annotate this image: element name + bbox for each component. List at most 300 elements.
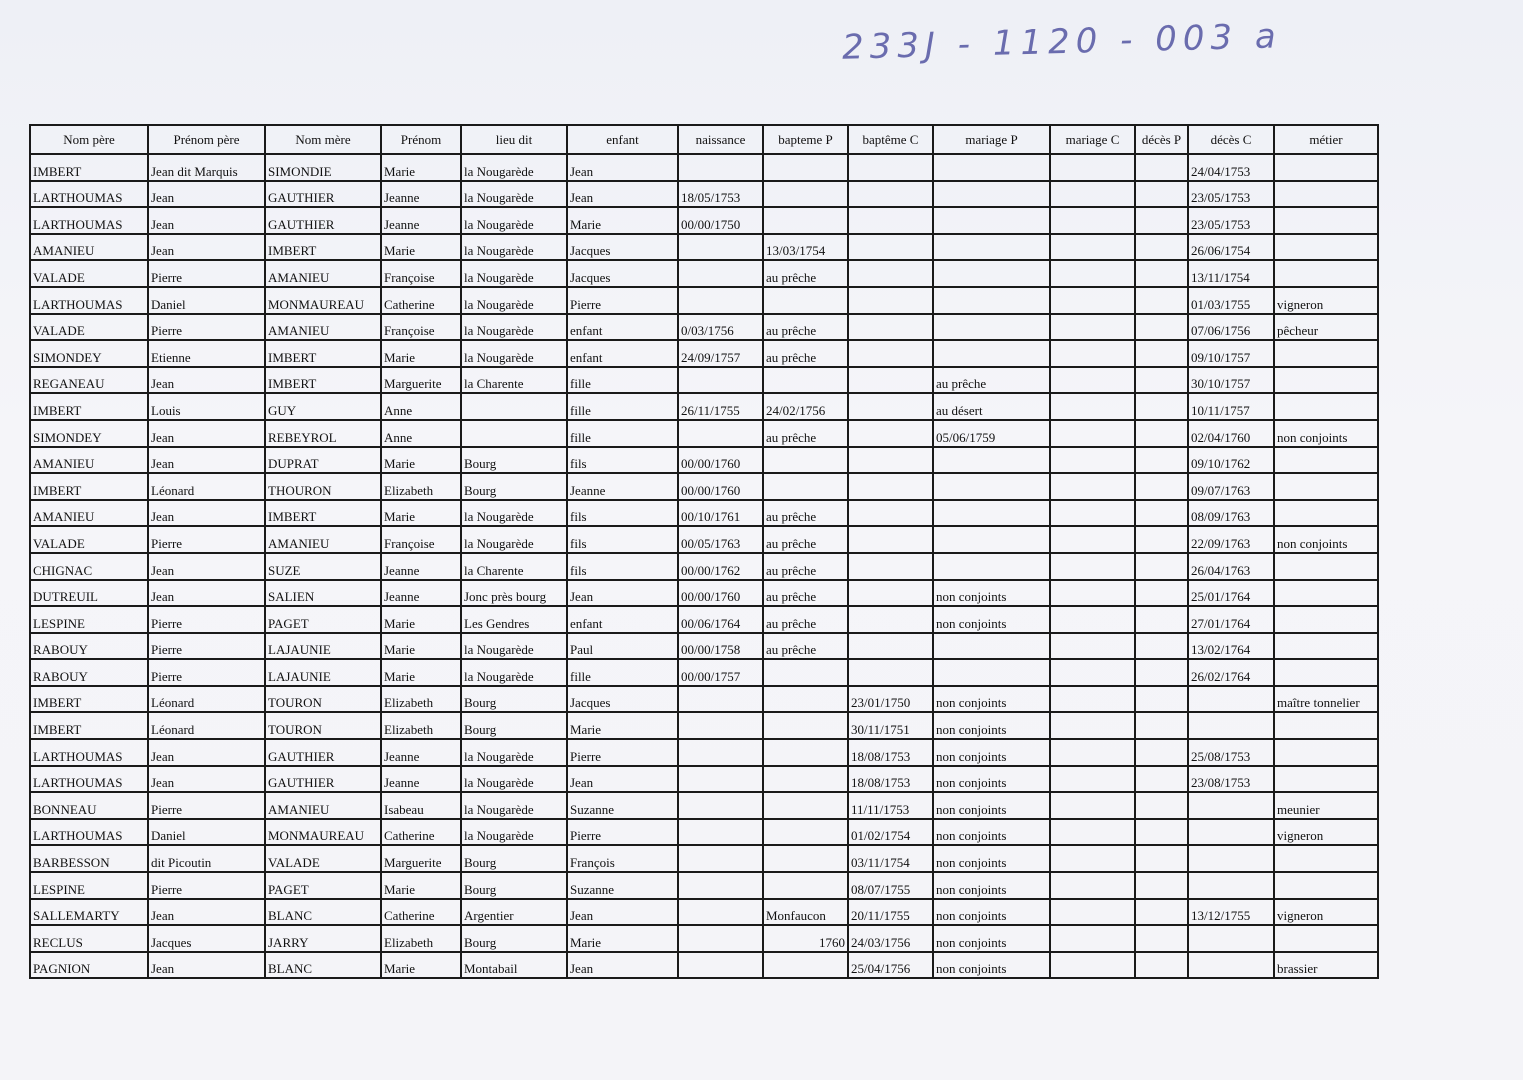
table-cell: AMANIEU: [30, 234, 148, 261]
table-cell: [848, 420, 933, 447]
table-cell: [1274, 500, 1378, 527]
table-cell: 09/07/1763: [1188, 473, 1274, 500]
table-cell: 26/11/1755: [678, 393, 763, 420]
table-cell: [763, 659, 848, 686]
table-cell: [1050, 686, 1135, 713]
table-cell: [848, 367, 933, 394]
table-cell: [1274, 739, 1378, 766]
table-cell: 30/10/1757: [1188, 367, 1274, 394]
table-cell: Etienne: [148, 340, 265, 367]
table-cell: 00/00/1760: [678, 473, 763, 500]
table-cell: IMBERT: [30, 393, 148, 420]
table-cell: AMANIEU: [30, 500, 148, 527]
table-cell: IMBERT: [265, 367, 381, 394]
table-cell: 23/05/1753: [1188, 207, 1274, 234]
table-cell: REBEYROL: [265, 420, 381, 447]
table-cell: [1050, 447, 1135, 474]
table-cell: 01/02/1754: [848, 819, 933, 846]
table-cell: [1135, 367, 1188, 394]
table-cell: Françoise: [381, 260, 461, 287]
table-cell: [678, 420, 763, 447]
table-cell: Jeanne: [381, 553, 461, 580]
table-row: [30, 393, 1378, 420]
table-cell: [763, 367, 848, 394]
table-cell: la Nougarède: [461, 234, 567, 261]
table-cell: [933, 340, 1050, 367]
table-cell: GAUTHIER: [265, 207, 381, 234]
archive-reference: 233J - 1120 - 003 a: [841, 16, 1283, 68]
table-cell: au prêche: [763, 633, 848, 660]
table-row: [30, 553, 1378, 580]
table-cell: [1050, 260, 1135, 287]
table-cell: BARBESSON: [30, 845, 148, 872]
table-cell: Jean: [567, 580, 678, 607]
table-cell: 13/11/1754: [1188, 260, 1274, 287]
table-cell: 05/06/1759: [933, 420, 1050, 447]
table-cell: CHIGNAC: [30, 553, 148, 580]
table-cell: au prêche: [763, 606, 848, 633]
table-cell: [1274, 340, 1378, 367]
table-cell: [763, 952, 848, 979]
table-row: [30, 766, 1378, 793]
table-cell: [678, 686, 763, 713]
column-header: naissance: [678, 125, 763, 154]
table-row: [30, 314, 1378, 341]
table-cell: non conjoints: [933, 925, 1050, 952]
table-cell: [678, 925, 763, 952]
table-cell: Marie: [567, 207, 678, 234]
table-cell: [1050, 872, 1135, 899]
table-cell: [848, 393, 933, 420]
table-row: [30, 207, 1378, 234]
table-cell: [1135, 845, 1188, 872]
table-cell: Les Gendres: [461, 606, 567, 633]
table-cell: la Nougarède: [461, 154, 567, 181]
table-cell: 26/02/1764: [1188, 659, 1274, 686]
register-table: [29, 124, 1379, 979]
table-cell: [1274, 845, 1378, 872]
table-cell: [1135, 580, 1188, 607]
table-cell: 26/06/1754: [1188, 234, 1274, 261]
table-cell: Pierre: [148, 526, 265, 553]
table-cell: la Nougarède: [461, 526, 567, 553]
table-cell: Léonard: [148, 473, 265, 500]
table-cell: non conjoints: [1274, 420, 1378, 447]
table-cell: Marie: [381, 154, 461, 181]
table-cell: fille: [567, 393, 678, 420]
table-row: [30, 925, 1378, 952]
table-cell: Bourg: [461, 686, 567, 713]
table-cell: la Nougarède: [461, 260, 567, 287]
table-cell: 00/00/1760: [678, 447, 763, 474]
table-cell: TOURON: [265, 686, 381, 713]
table-cell: Marie: [381, 234, 461, 261]
table-cell: meunier: [1274, 792, 1378, 819]
table-cell: [1050, 207, 1135, 234]
table-cell: [1050, 925, 1135, 952]
table-cell: [848, 287, 933, 314]
table-cell: 00/00/1760: [678, 580, 763, 607]
table-cell: Marie: [381, 659, 461, 686]
table-cell: [678, 872, 763, 899]
table-cell: 09/10/1762: [1188, 447, 1274, 474]
table-cell: [1050, 234, 1135, 261]
table-cell: Marguerite: [381, 845, 461, 872]
table-cell: Jacques: [567, 234, 678, 261]
table-cell: [763, 473, 848, 500]
table-cell: Elizabeth: [381, 473, 461, 500]
table-cell: Jeanne: [381, 181, 461, 208]
table-cell: VALADE: [30, 526, 148, 553]
table-cell: [1274, 633, 1378, 660]
table-cell: 00/00/1758: [678, 633, 763, 660]
table-row: [30, 739, 1378, 766]
table-cell: 22/09/1763: [1188, 526, 1274, 553]
table-cell: [1135, 686, 1188, 713]
table-cell: [933, 287, 1050, 314]
table-cell: [933, 526, 1050, 553]
table-cell: Elizabeth: [381, 925, 461, 952]
table-cell: [1188, 792, 1274, 819]
table-cell: Pierre: [567, 739, 678, 766]
table-cell: Jean: [148, 500, 265, 527]
table-cell: 00/00/1757: [678, 659, 763, 686]
table-cell: au prêche: [933, 367, 1050, 394]
header-row: [30, 125, 1378, 154]
table-cell: [678, 739, 763, 766]
table-cell: [1274, 712, 1378, 739]
table-cell: [1135, 659, 1188, 686]
table-cell: non conjoints: [1274, 526, 1378, 553]
table-cell: [933, 659, 1050, 686]
table-cell: la Nougarède: [461, 766, 567, 793]
table-cell: la Charente: [461, 367, 567, 394]
table-cell: Pierre: [148, 260, 265, 287]
table-cell: [763, 287, 848, 314]
table-row: [30, 712, 1378, 739]
table-cell: 13/02/1764: [1188, 633, 1274, 660]
table-cell: Pierre: [567, 287, 678, 314]
column-header: décès P: [1135, 125, 1188, 154]
table-cell: maître tonnelier: [1274, 686, 1378, 713]
table-cell: [933, 553, 1050, 580]
table-cell: Jean: [567, 899, 678, 926]
table-cell: la Nougarède: [461, 633, 567, 660]
table-cell: [848, 260, 933, 287]
table-cell: Marie: [381, 340, 461, 367]
table-cell: LAJAUNIE: [265, 633, 381, 660]
table-cell: [1050, 580, 1135, 607]
table-cell: [848, 580, 933, 607]
table-cell: 0/03/1756: [678, 314, 763, 341]
table-cell: [1050, 899, 1135, 926]
table-cell: [678, 766, 763, 793]
table-cell: [848, 447, 933, 474]
table-cell: [1274, 447, 1378, 474]
table-cell: [1135, 500, 1188, 527]
table-cell: Elizabeth: [381, 686, 461, 713]
table-cell: GAUTHIER: [265, 766, 381, 793]
table-cell: Jean: [148, 447, 265, 474]
table-cell: non conjoints: [933, 766, 1050, 793]
table-cell: [848, 181, 933, 208]
table-cell: non conjoints: [933, 580, 1050, 607]
table-cell: [1135, 872, 1188, 899]
table-row: [30, 234, 1378, 261]
table-cell: non conjoints: [933, 686, 1050, 713]
table-row: [30, 819, 1378, 846]
table-cell: Catherine: [381, 899, 461, 926]
table-cell: Jean: [148, 207, 265, 234]
table-cell: 00/00/1762: [678, 553, 763, 580]
table-cell: 08/07/1755: [848, 872, 933, 899]
table-cell: Marguerite: [381, 367, 461, 394]
table-row: [30, 500, 1378, 527]
table-cell: [848, 473, 933, 500]
table-cell: [1050, 340, 1135, 367]
table-cell: [763, 154, 848, 181]
table-cell: [763, 447, 848, 474]
table-cell: non conjoints: [933, 606, 1050, 633]
table-cell: [1135, 393, 1188, 420]
table-cell: [1188, 686, 1274, 713]
table-cell: [1135, 633, 1188, 660]
table-row: [30, 473, 1378, 500]
table-cell: enfant: [567, 606, 678, 633]
table-cell: non conjoints: [933, 899, 1050, 926]
table-cell: au prêche: [763, 260, 848, 287]
table-cell: [1050, 526, 1135, 553]
table-cell: non conjoints: [933, 952, 1050, 979]
table-cell: Jacques: [567, 260, 678, 287]
table-row: [30, 420, 1378, 447]
table-cell: [1050, 766, 1135, 793]
table-cell: AMANIEU: [265, 314, 381, 341]
table-cell: 11/11/1753: [848, 792, 933, 819]
table-cell: MONMAUREAU: [265, 819, 381, 846]
column-header: enfant: [567, 125, 678, 154]
table-cell: [1135, 792, 1188, 819]
table-cell: 24/03/1756: [848, 925, 933, 952]
table-cell: [763, 686, 848, 713]
table-cell: Marie: [381, 500, 461, 527]
table-cell: au prêche: [763, 500, 848, 527]
table-cell: la Nougarède: [461, 340, 567, 367]
table-cell: dit Picoutin: [148, 845, 265, 872]
table-cell: [1135, 739, 1188, 766]
table-cell: AMANIEU: [265, 260, 381, 287]
table-cell: PAGET: [265, 872, 381, 899]
table-cell: 10/11/1757: [1188, 393, 1274, 420]
table-cell: 24/02/1756: [763, 393, 848, 420]
table-cell: enfant: [567, 340, 678, 367]
table-cell: Jonc près bourg: [461, 580, 567, 607]
table-cell: RECLUS: [30, 925, 148, 952]
table-cell: 30/11/1751: [848, 712, 933, 739]
table-cell: Pierre: [567, 819, 678, 846]
table-cell: [763, 712, 848, 739]
table-cell: 08/09/1763: [1188, 500, 1274, 527]
table-cell: la Nougarède: [461, 207, 567, 234]
table-cell: [1188, 925, 1274, 952]
table-cell: [678, 367, 763, 394]
table-cell: Pierre: [148, 606, 265, 633]
table-cell: non conjoints: [933, 819, 1050, 846]
table-cell: Bourg: [461, 872, 567, 899]
table-cell: [1050, 154, 1135, 181]
table-cell: [848, 207, 933, 234]
table-cell: PAGET: [265, 606, 381, 633]
table-cell: Jean: [567, 952, 678, 979]
table-cell: GAUTHIER: [265, 739, 381, 766]
table-cell: 02/04/1760: [1188, 420, 1274, 447]
table-row: [30, 952, 1378, 979]
table-cell: fils: [567, 553, 678, 580]
table-cell: [678, 712, 763, 739]
table-cell: Monfaucon: [763, 899, 848, 926]
table-row: [30, 526, 1378, 553]
table-cell: Jean: [148, 420, 265, 447]
table-cell: [933, 447, 1050, 474]
table-cell: [1188, 845, 1274, 872]
table-row: [30, 260, 1378, 287]
table-cell: Anne: [381, 420, 461, 447]
table-cell: au prêche: [763, 526, 848, 553]
table-cell: [678, 234, 763, 261]
table-cell: [461, 393, 567, 420]
table-cell: Marie: [567, 712, 678, 739]
table-cell: 25/01/1764: [1188, 580, 1274, 607]
table-cell: la Nougarède: [461, 181, 567, 208]
table-cell: LESPINE: [30, 606, 148, 633]
table-cell: [1050, 845, 1135, 872]
table-cell: au prêche: [763, 420, 848, 447]
table-row: [30, 899, 1378, 926]
table-cell: [933, 207, 1050, 234]
table-row: [30, 340, 1378, 367]
table-cell: [763, 766, 848, 793]
table-cell: [678, 819, 763, 846]
table-cell: la Nougarède: [461, 739, 567, 766]
table-cell: THOURON: [265, 473, 381, 500]
table-row: [30, 845, 1378, 872]
table-cell: LARTHOUMAS: [30, 287, 148, 314]
table-cell: Catherine: [381, 819, 461, 846]
table-cell: [848, 526, 933, 553]
column-header: Nom père: [30, 125, 148, 154]
table-cell: au désert: [933, 393, 1050, 420]
table-row: [30, 872, 1378, 899]
table-cell: vigneron: [1274, 287, 1378, 314]
table-cell: [848, 659, 933, 686]
table-body: [30, 154, 1378, 978]
table-cell: [1188, 872, 1274, 899]
table-cell: LARTHOUMAS: [30, 819, 148, 846]
table-cell: 27/01/1764: [1188, 606, 1274, 633]
table-cell: Jean: [567, 181, 678, 208]
table-cell: [1135, 952, 1188, 979]
table-cell: [1274, 367, 1378, 394]
table-cell: Jeanne: [381, 739, 461, 766]
table-cell: Pierre: [148, 314, 265, 341]
table-cell: fils: [567, 447, 678, 474]
table-cell: AMANIEU: [265, 792, 381, 819]
table-cell: Argentier: [461, 899, 567, 926]
table-cell: la Nougarède: [461, 792, 567, 819]
table-cell: Jeanne: [381, 580, 461, 607]
table-cell: [1050, 952, 1135, 979]
table-cell: [1135, 712, 1188, 739]
table-cell: SUZE: [265, 553, 381, 580]
table-cell: Paul: [567, 633, 678, 660]
table-cell: [1188, 819, 1274, 846]
table-cell: [678, 845, 763, 872]
table-cell: [1050, 659, 1135, 686]
table-cell: Jean: [148, 580, 265, 607]
table-cell: 18/08/1753: [848, 766, 933, 793]
table-cell: la Nougarède: [461, 287, 567, 314]
table-cell: LARTHOUMAS: [30, 207, 148, 234]
table-cell: [1050, 819, 1135, 846]
table-cell: [1135, 154, 1188, 181]
table-cell: [1274, 207, 1378, 234]
table-cell: 25/04/1756: [848, 952, 933, 979]
table-cell: Bourg: [461, 473, 567, 500]
table-cell: fils: [567, 526, 678, 553]
table-cell: JARRY: [265, 925, 381, 952]
table-cell: [1274, 872, 1378, 899]
table-cell: [1050, 606, 1135, 633]
table-cell: [1135, 207, 1188, 234]
table-cell: GAUTHIER: [265, 181, 381, 208]
table-cell: non conjoints: [933, 845, 1050, 872]
column-header: mariage P: [933, 125, 1050, 154]
table-cell: IMBERT: [30, 473, 148, 500]
table-cell: VALADE: [30, 260, 148, 287]
table-cell: [1135, 766, 1188, 793]
column-header: lieu dit: [461, 125, 567, 154]
table-cell: [763, 792, 848, 819]
table-cell: [1274, 154, 1378, 181]
table-cell: [1188, 952, 1274, 979]
column-header: métier: [1274, 125, 1378, 154]
table-cell: BLANC: [265, 899, 381, 926]
table-cell: [1135, 819, 1188, 846]
table-cell: [1050, 500, 1135, 527]
table-cell: [848, 314, 933, 341]
table-cell: IMBERT: [30, 154, 148, 181]
table-cell: [848, 606, 933, 633]
table-row: [30, 686, 1378, 713]
table-cell: [1135, 473, 1188, 500]
table-cell: Montabail: [461, 952, 567, 979]
table-cell: au prêche: [763, 553, 848, 580]
table-cell: [1050, 393, 1135, 420]
table-cell: fille: [567, 367, 678, 394]
table-cell: 18/08/1753: [848, 739, 933, 766]
table-cell: IMBERT: [30, 686, 148, 713]
table-cell: AMANIEU: [265, 526, 381, 553]
table-cell: 24/09/1757: [678, 340, 763, 367]
table-cell: vigneron: [1274, 899, 1378, 926]
table-cell: Suzanne: [567, 792, 678, 819]
table-cell: LARTHOUMAS: [30, 181, 148, 208]
table-cell: [1274, 260, 1378, 287]
table-cell: François: [567, 845, 678, 872]
table-cell: [1135, 314, 1188, 341]
table-cell: [763, 872, 848, 899]
table-cell: fille: [567, 420, 678, 447]
